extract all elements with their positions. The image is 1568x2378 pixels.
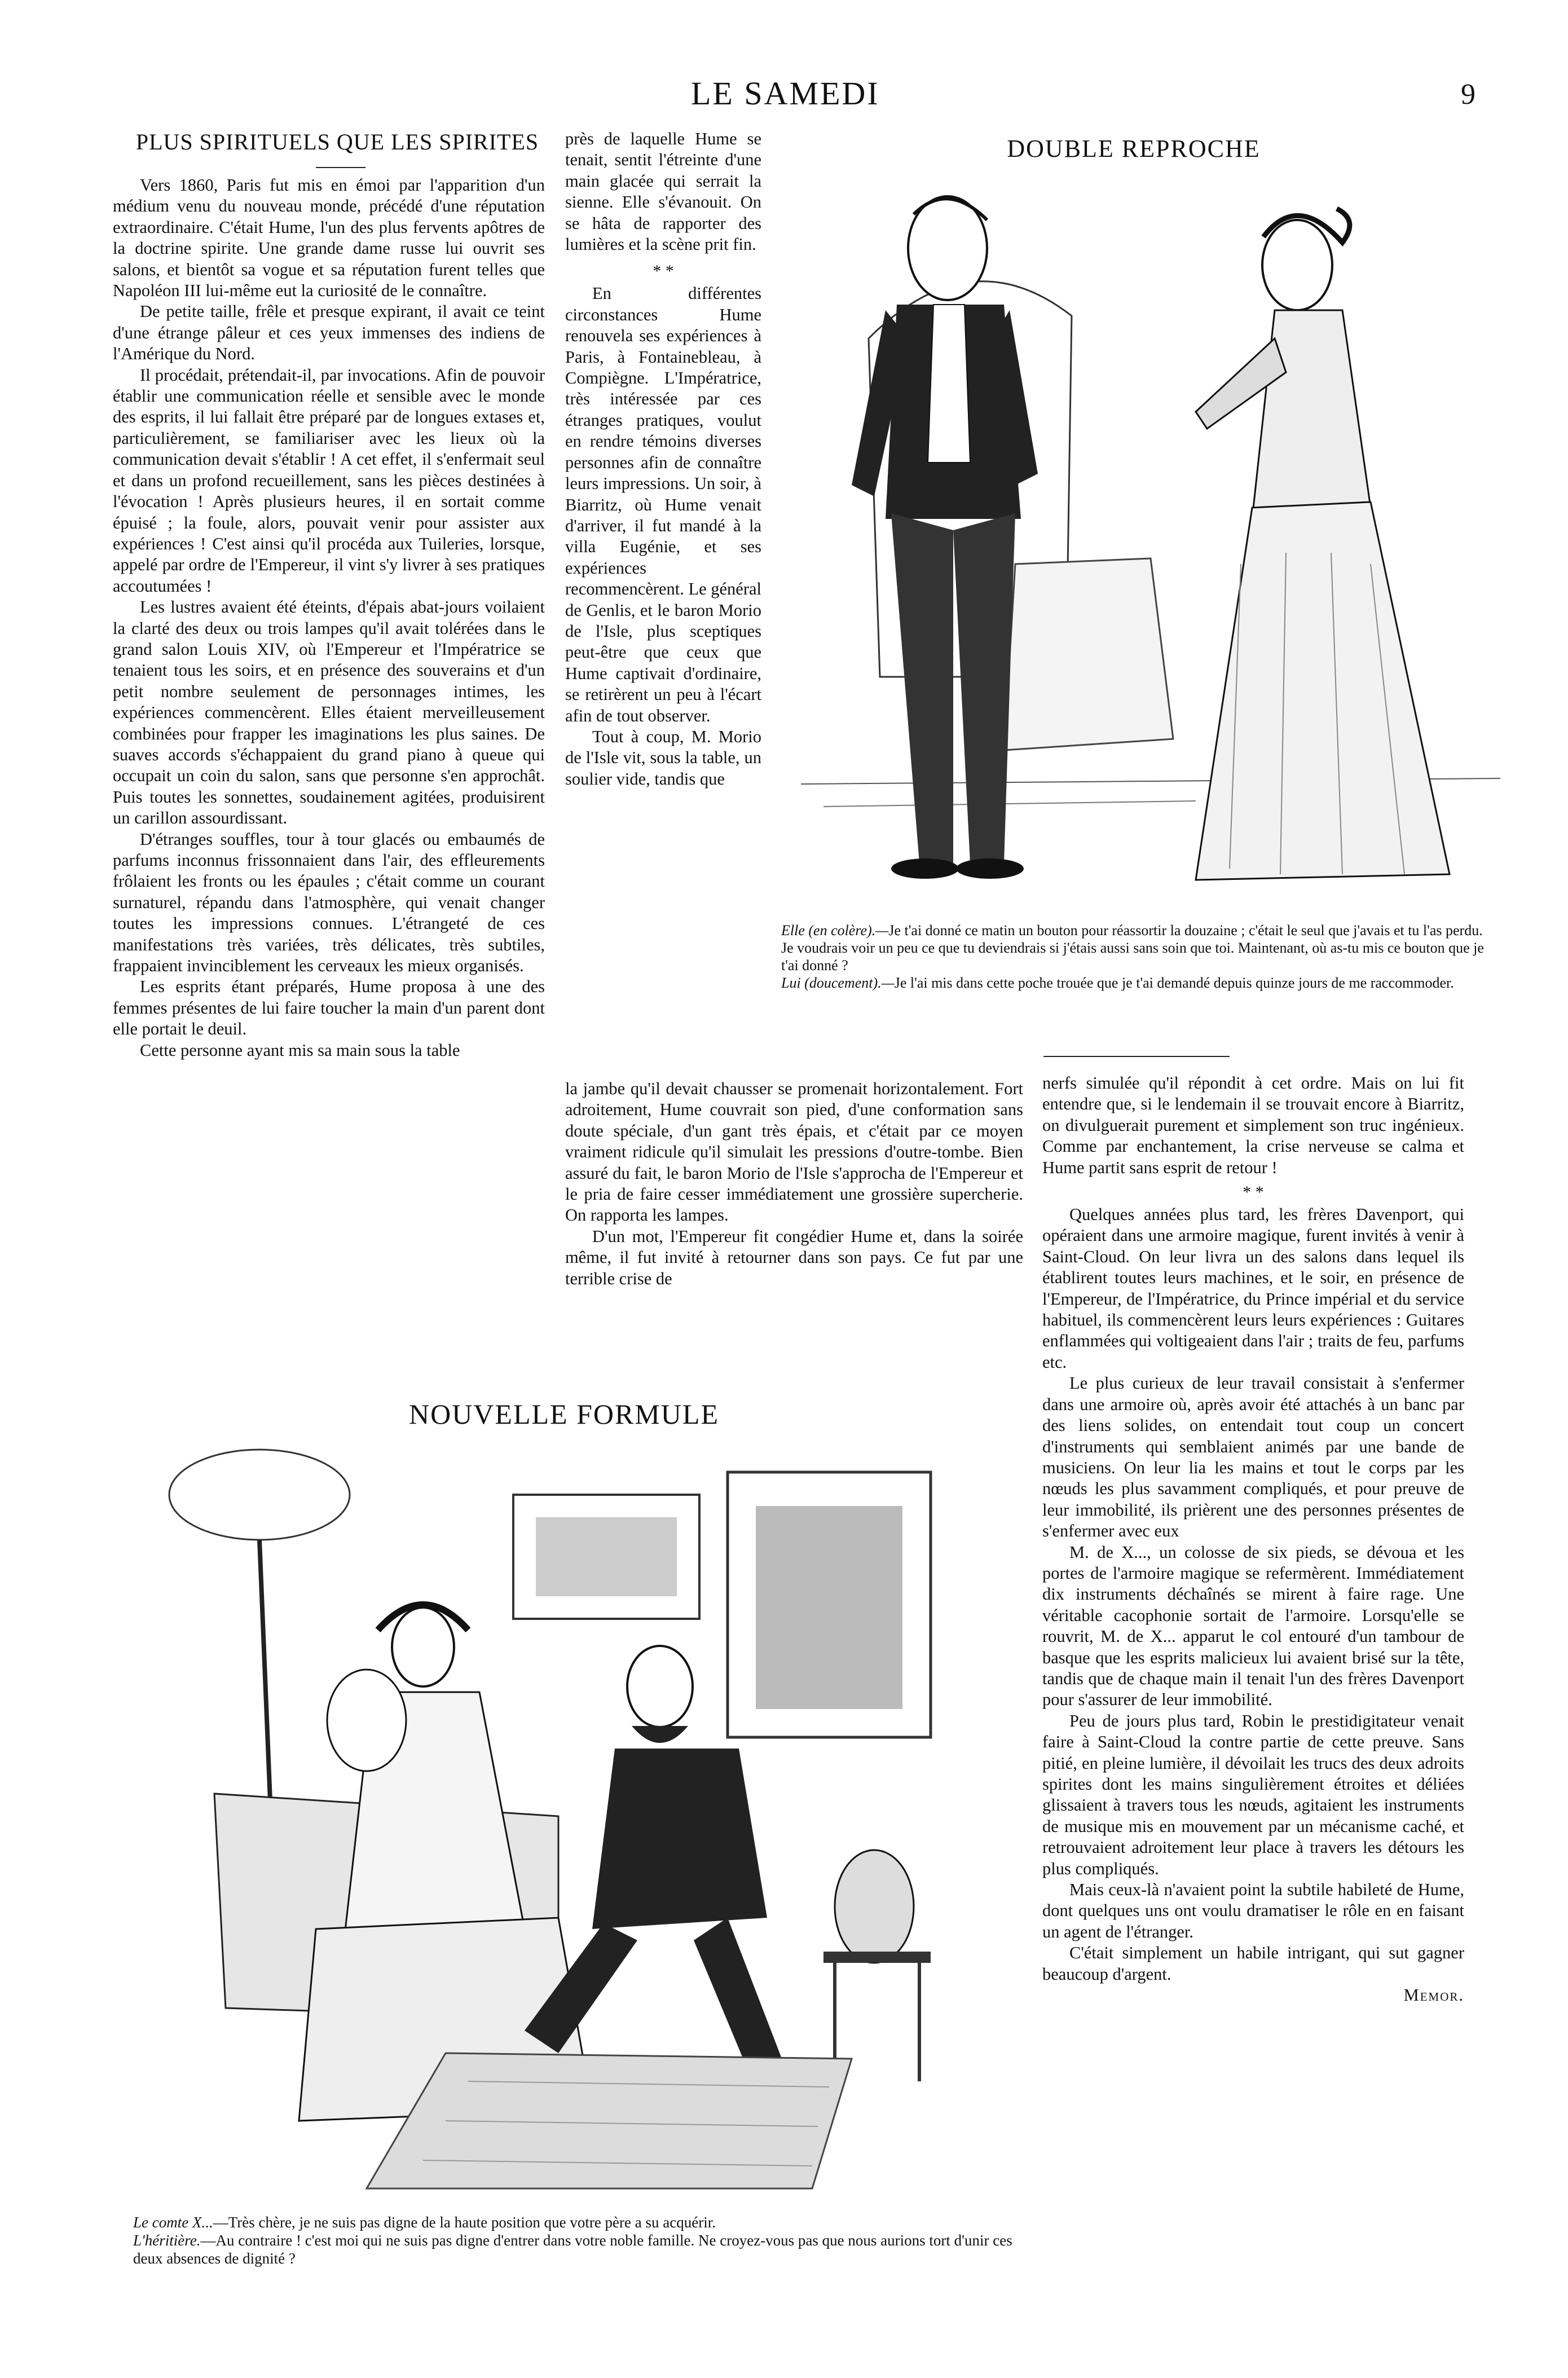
article-column-3: [1042, 1073, 1464, 2006]
caption-line-count: [133, 2213, 1036, 2231]
paragraph: Quelques années plus tard, les frères Davenport, qui opéraient dans une armoire magique, furent invités à venir à Saint-Cloud. On leur livra un des salons dans lequel ils établirent toutes leurs machines, et le soir, en présence de l'Empereur, de l'Impératrice, du Prince impérial et du service habituel, ils commencèrent leurs leurs expériences : Guitares enflammées qui voltigeaient dans l'air ; traits de feu, parfums etc.: [1042, 1205, 1464, 1372]
cartoon-caption-nouvelle-formule: [133, 2213, 1036, 2267]
caption-speaker-heiress: L'héritière.: [133, 2232, 201, 2249]
section-stars: * *: [653, 262, 674, 281]
cartoon-caption-double-reproche: [781, 922, 1495, 992]
page-number: 9: [1461, 78, 1475, 111]
paragraph: Les esprits étant préparés, Hume proposa à une des femmes présentes de lui faire toucher la main d'un parent dont elle portait le deuil.: [113, 977, 545, 1039]
paragraph: Les lustres avaient été éteints, d'épais abat-jours voilaient la clarté des deux ou trois lampes qu'il avait tolérées dans le grand salon Louis XIV, où l'Empereur et l'Impératrice se tenaient tous les soirs, et en présence des souverains et d'un petit nombre seulement de personnages intimes, les expériences commencèrent. Elles étaient merveilleusement combinées pour frapper les imaginations les plus saines. De suaves accords s'échappaient du grand piano à queue qui occupait un coin du salon, sans que personne s'en approchât. Puis toutes les sonnettes, soudainement agitées, produisirent un carillon assourdissant.: [113, 597, 545, 828]
caption-speaker-count: Le comte X...: [133, 2214, 213, 2231]
article-column-2-continued: [565, 1078, 1023, 1289]
article-column-2: [565, 129, 761, 790]
woman-head: [1262, 220, 1332, 310]
paragraph: D'étranges souffles, tour à tour glacés ou embaumés de parfums inconnus frissonnaient dans l'air, des effleurements frôlaient les fronts ou les épaules ; c'était comme un courant surnaturel, répandu dans l'atmosphère, qui venait changer toutes les impressions connues. L'étrangeté de ces manifestations très variées, très délicates, très subtiles, frappaient invinciblement les cerveaux les mieux organisés.: [113, 829, 545, 976]
paragraph: C'était simplement un habile intrigant, qui sut gagner beaucoup d'argent.: [1042, 1943, 1464, 1984]
paragraph: près de laquelle Hume se tenait, sentit l'étreinte d'une main glacée qui serrait la sienne. Elle s'évanouit. On se hâta de rapporter des lumières et la scène prit fin.: [565, 129, 761, 254]
section-stars-2: * *: [1243, 1183, 1264, 1202]
signature: Memor.: [1403, 1985, 1464, 2005]
paragraph: De petite taille, frêle et presque expirant, il avait ce teint d'une étrange pâleur et ces yeux immenses des indiens de l'Amérique du Nord.: [113, 302, 545, 364]
caption-text-heiress: —Au contraire ! c'est moi qui ne suis pas digne d'entrer dans votre noble famille. Ne croyez-vous pas que nous aurions tort d'unir ces deux absences de dignité ?: [133, 2232, 1012, 2267]
title-divider: [316, 167, 365, 168]
man-head: [908, 196, 987, 300]
newspaper-title: LE SAMEDI: [691, 75, 880, 112]
gentleman-head: [627, 1646, 693, 1727]
caption-text-her: Je t'ai donné ce matin un bouton pour réassortir la douzaine ; c'était le seul que j'avais et tu l'as perdu. Je voudrais voir un peu ce que tu deviendrais si j'étais aussi sans soin que toi. Maintenant, où as-tu mis ce bouton que je t'ai donné ?: [781, 922, 1484, 974]
caption-line-her: [781, 922, 1495, 974]
cartoon-title-double-reproche: DOUBLE REPROCHE: [1007, 135, 1261, 162]
article-column-1: [113, 175, 545, 1061]
illustration-nouvelle-formule: [130, 1444, 1021, 2200]
couple-argument-illustration: [801, 169, 1500, 902]
illustration-double-reproche: [801, 169, 1500, 902]
paragraph: Il procédait, prétendait-il, par invocations. Afin de pouvoir établir une communication réelle et sensible avec le monde des esprits, il lui fallait être préparé par de longues extases et, particulièrement, se familiariser avec les lieux où la communication devait s'établir ! A cet effet, il s'enfermait seul et dans un profond recueillement, sans les pièces destinées à l'évocation ! Après plusieurs heures, il en sortait comme épuisé ; la foule, alors, pouvait venir pour assister aux expériences ! C'est ainsi qu'il procéda aux Tuileries, lorsque, appelé par ordre de l'Empereur, il vint s'y livrer à ses pratiques accoutumées !: [113, 365, 545, 596]
paragraph: la jambe qu'il devait chausser se promenait horizontalement. Fort adroitement, Hume couvrait son pied, d'une conformation sans doute spéciale, d'un gant très épais, et c'était par ce moyen vraiment ridicule qu'il simulait les pressions d'outre-tombe. Bien assuré du fait, le baron Morio de l'Isle s'approcha de l'Empereur et le pria de faire cesser immédiatement une grossière supercherie. On rapporta les lampes.: [565, 1079, 1023, 1225]
caption-line-heiress: [133, 2231, 1036, 2267]
caption-text-him: Je l'ai mis dans cette poche trouée que je t'ai demandé depuis quinze jours de me raccommoder.: [894, 975, 1454, 991]
paragraph: M. de X..., un colosse de six pieds, se dévoua et les portes de l'armoire magique se refermèrent. Immédiatement dix instruments déchaînés se mirent à faire rage. Une véritable cacophonie sortait de l'armoire. Lorsqu'elle se rouvrit, M. de X... apparut le col entouré d'un tambour de basque que les esprits malicieux lui avaient brisé sur la tête, tandis que de chaque main il tenait l'un des frères Davenport pour s'assurer de leur immobilité.: [1042, 1542, 1464, 1710]
caption-divider: [1043, 1056, 1230, 1057]
paragraph: Tout à coup, M. Morio de l'Isle vit, sous la table, un soulier vide, tandis que: [565, 726, 761, 789]
paragraph: Cette personne ayant mis sa main sous la table: [140, 1040, 460, 1060]
paragraph: Vers 1860, Paris fut mis en émoi par l'apparition d'un médium venu du nouveau monde, précédé d'une réputation extraordinaire. C'était Hume, l'un des plus fervents apôtres de la doctrine spirite. Une grande dame russe lui ouvrit ses salons, et bientôt sa vogue et sa réputation furent telles que Napoléon III lui-même eut la curiosité de le connaître.: [113, 175, 545, 301]
caption-line-him: [781, 974, 1495, 992]
paragraph: nerfs simulée qu'il répondit à cet ordre. Mais on lui fit entendre que, si le lendemain il se trouvait encore à Biarritz, on divulguerait purement et simplement son truc ingénieux. Comme par enchantement, la crise nerveuse se calma et Hume partit sans esprit de retour !: [1042, 1073, 1464, 1177]
paragraph: Peu de jours plus tard, Robin le prestidigitateur venait faire à Saint-Cloud la contre partie de cette preuve. Sans pitié, en pleine lumière, il dévoilait les trucs des deux adroits spirites dont les mains singulièrement étroites et déliées glissaient à travers tous les nœuds, agitaient les instruments de musique mis en mouvement par un mécanisme caché, et retrouvaient adroitement leur place à travers les détours les plus compliqués.: [1042, 1711, 1464, 1878]
paragraph: En différentes circonstances Hume renouvela ses expériences à Paris, à Fontainebleau, à Compiègne. L'Impératrice, très intéressée par ces étranges pratiques, voulut en rendre témoins diverses personnes afin de connaître leurs impressions. Un soir, à Biarritz, où Hume venait d'arriver, il fut mandé à la villa Eugénie, et ses expériences recommencèrent. Le général de Genlis, et le baron Morio de l'Isle, plus sceptiques peut-être que ceux que Hume captivait d'ordinaire, se retirèrent un peu à l'écart afin de tout observer.: [565, 284, 761, 725]
caption-speaker-him: Lui (doucement).—: [781, 975, 895, 991]
paragraph: D'un mot, l'Empereur fit congédier Hume et, dans la soirée même, il fut invité à retourner dans son pays. Ce fut par une terrible crise de: [565, 1226, 1023, 1288]
lady-head: [392, 1608, 454, 1686]
article-title: PLUS SPIRITUELS QUE LES SPIRITES: [135, 129, 539, 155]
caption-text-count: —Très chère, je ne suis pas digne de la haute position que votre père a su acquérir.: [213, 2214, 716, 2231]
paragraph: Mais ceux-là n'avaient point la subtile habileté de Hume, dont quelques uns ont voulu dramatiser le rôle en en faisant un agent de l'étranger.: [1042, 1880, 1464, 1941]
salon-proposal-illustration: [130, 1444, 1021, 2200]
cartoon-title-nouvelle-formule: NOUVELLE FORMULE: [408, 1398, 720, 1430]
caption-speaker-her: Elle (en colère).—: [781, 922, 889, 939]
paragraph: Le plus curieux de leur travail consistait à s'enfermer dans une armoire où, après avoir été attachés à un banc par des liens solides, on entendait tout coup un concert d'instruments qui semblaient animés par une bande de musiciens. On leur lia les mains et tout le corps par les nœuds les plus savamment compliqués, et pour preuve de leur immobilité, ils prièrent une des personnes présentes de s'enfermer avec eux: [1042, 1373, 1464, 1541]
